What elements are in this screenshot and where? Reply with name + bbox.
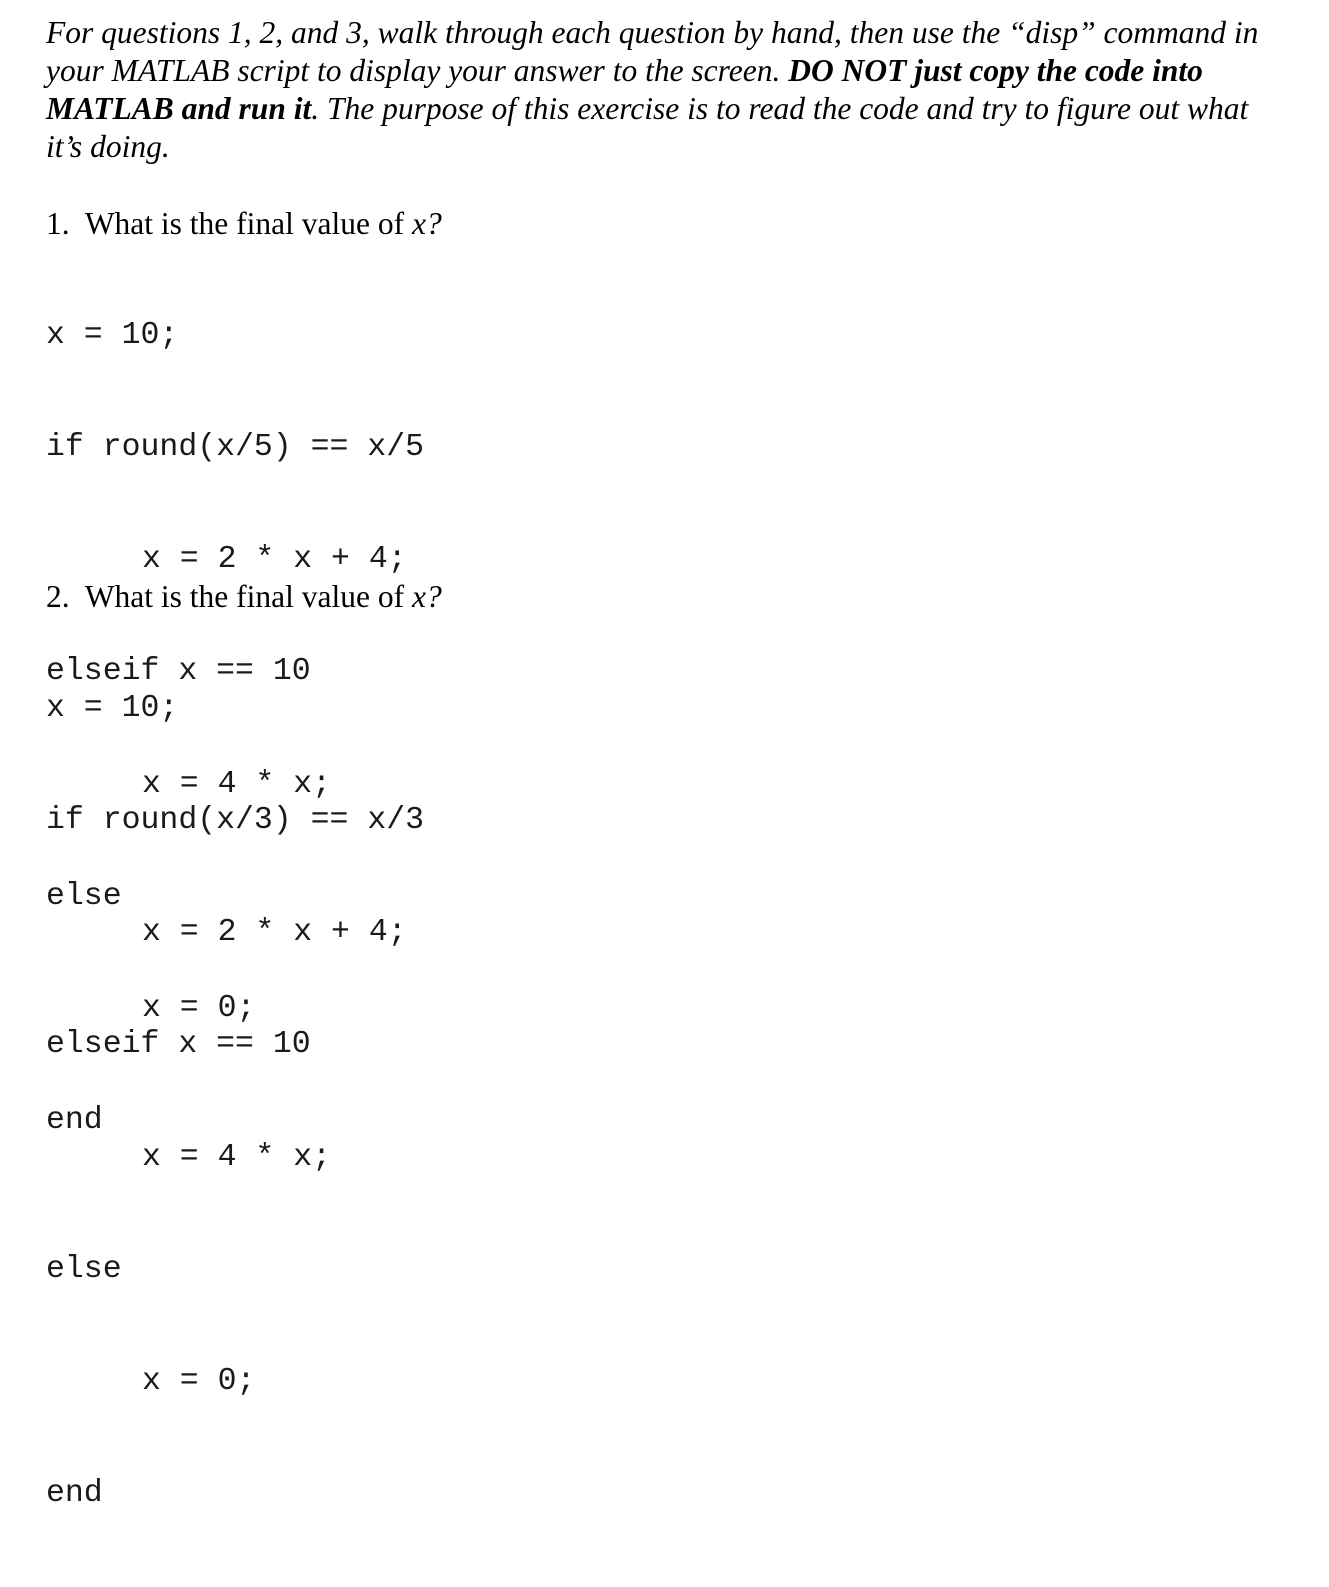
question-heading xyxy=(46,205,442,242)
question-heading xyxy=(46,578,442,615)
code-line: x = 2 * x + 4; xyxy=(142,915,407,951)
instructions-line-3 xyxy=(46,90,1321,128)
instructions-paragraph xyxy=(46,14,1321,166)
code-block xyxy=(46,615,442,1587)
question-2 xyxy=(46,578,442,1587)
document-page xyxy=(46,14,1321,1512)
question-mark: ? xyxy=(425,579,442,614)
code-line: else xyxy=(46,878,122,914)
code-line: else xyxy=(46,1251,122,1287)
code-line: x = 2 * x + 4; xyxy=(142,542,407,578)
question-number: 1. xyxy=(46,206,70,241)
code-line: if round(x/5) == x/5 xyxy=(46,430,425,466)
code-line: x = 0; xyxy=(142,1364,256,1400)
code-line: x = 4 * x; xyxy=(142,1139,332,1175)
question-variable: x xyxy=(411,579,426,614)
instructions-warning-part-1: DO NOT just copy the code into xyxy=(788,53,1203,88)
code-line: end xyxy=(46,1103,103,1139)
question-prompt: What is the final value of xyxy=(84,579,412,614)
code-line: end xyxy=(46,1476,103,1512)
question-number: 2. xyxy=(46,579,70,614)
code-line: if round(x/3) == x/3 xyxy=(46,803,425,839)
instructions-line-1: For questions 1, 2, and 3, walk through each question by hand, then use the “disp” command in xyxy=(46,15,1259,50)
code-line: elseif x == 10 xyxy=(46,654,311,690)
instructions-warning-part-2: MATLAB and run it xyxy=(46,91,312,126)
question-prompt: What is the final value of xyxy=(84,206,412,241)
code-line: x = 4 * x; xyxy=(142,766,332,802)
question-mark: ? xyxy=(425,206,442,241)
code-line: x = 10; xyxy=(46,317,179,353)
code-line: elseif x == 10 xyxy=(46,1027,311,1063)
instructions-line-4: it’s doing. xyxy=(46,129,170,164)
code-line: x = 10; xyxy=(46,690,179,726)
instructions-line-2-text: your MATLAB script to display your answer to the screen. xyxy=(46,53,789,88)
instructions-line-3-text: . The purpose of this exercise is to read the code and try to figure out what xyxy=(311,91,1249,126)
instructions-line-2 xyxy=(46,52,1321,90)
question-variable: x xyxy=(411,206,426,241)
code-line: x = 0; xyxy=(142,991,256,1027)
